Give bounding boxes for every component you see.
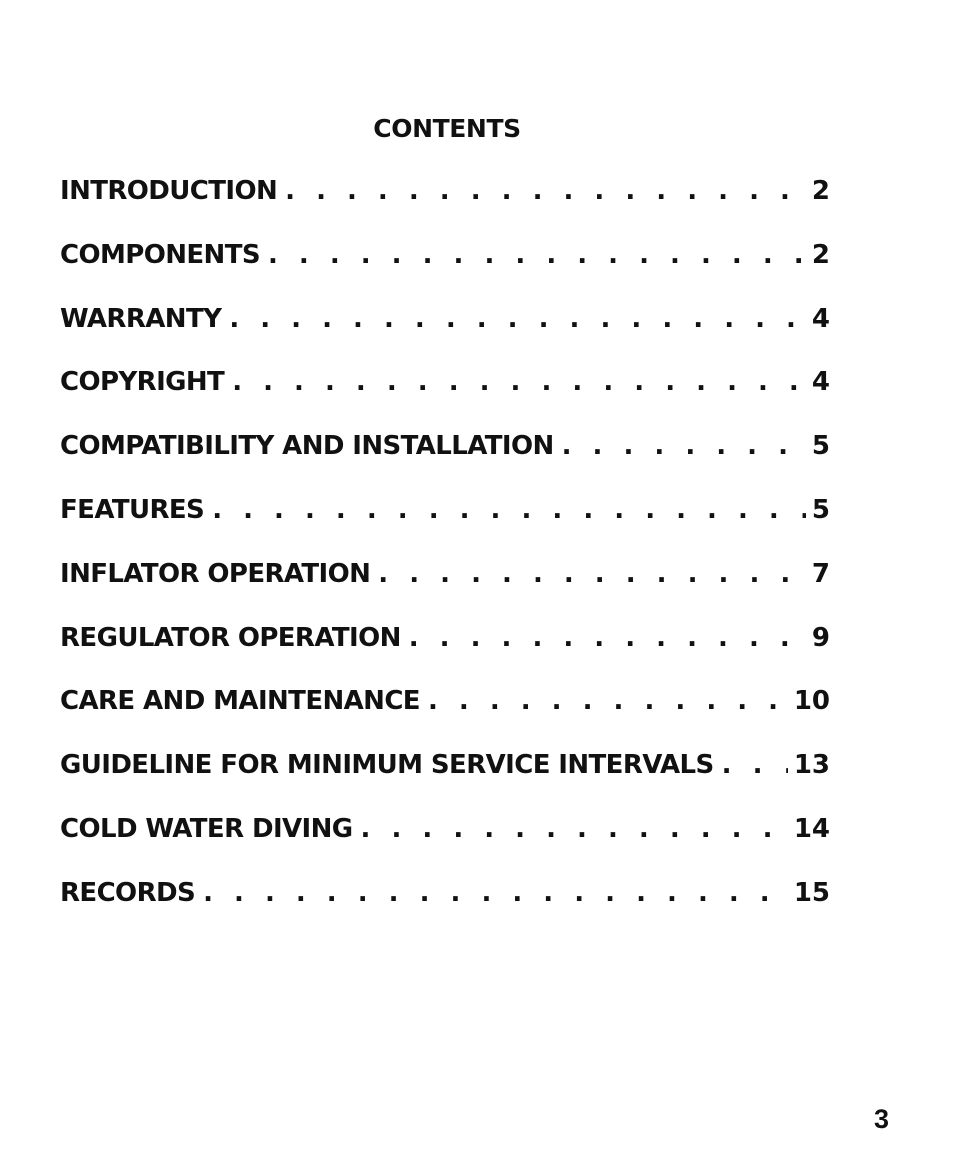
toc-entry-title: RECORDS — [60, 877, 196, 908]
toc-entry-title: COMPATIBILITY AND INSTALLATION — [60, 431, 554, 462]
dot-leader — [285, 176, 806, 206]
toc-entry-title: INFLATOR OPERATION — [60, 558, 371, 589]
toc-entry-records — [60, 878, 830, 942]
dot-leader — [212, 495, 806, 525]
toc-entry-title: FEATURES — [60, 494, 205, 525]
table-of-contents — [60, 176, 830, 942]
toc-entry-care-and-maintenance — [60, 686, 830, 750]
toc-entry-title: GUIDELINE FOR MINIMUM SERVICE INTERVALS — [60, 750, 714, 781]
toc-entry-title: COMPONENTS — [60, 239, 260, 270]
toc-entry-title: REGULATOR OPERATION — [60, 622, 401, 653]
toc-entry-page: 9 — [811, 622, 830, 653]
toc-entry-compatibility — [60, 431, 830, 495]
toc-entry-page: 2 — [811, 176, 830, 206]
dot-leader — [203, 878, 788, 908]
toc-entry-page: 15 — [793, 877, 830, 908]
page-title: CONTENTS — [373, 114, 521, 143]
toc-entry-title: COPYRIGHT — [60, 367, 225, 398]
toc-entry-title: INTRODUCTION — [60, 176, 278, 206]
dot-leader — [268, 240, 806, 270]
toc-entry-page: 5 — [811, 431, 830, 462]
dot-leader — [722, 750, 788, 780]
toc-entry-page: 4 — [811, 367, 830, 398]
toc-entry-page: 5 — [811, 494, 830, 525]
toc-entry-page: 14 — [793, 813, 830, 844]
toc-entry-page: 2 — [811, 239, 830, 270]
toc-entry-title: WARRANTY — [60, 303, 222, 334]
page-number: 3 — [874, 1104, 890, 1134]
dot-leader — [232, 367, 806, 397]
toc-entry-features — [60, 495, 830, 559]
toc-entry-page: 13 — [793, 750, 830, 781]
toc-entry-warranty — [60, 304, 830, 368]
dot-leader — [361, 814, 788, 844]
toc-entry-page: 7 — [811, 558, 830, 589]
toc-entry-copyright — [60, 367, 830, 431]
dot-leader — [562, 431, 806, 461]
dot-leader — [229, 304, 806, 334]
dot-leader — [378, 559, 806, 589]
toc-entry-regulator-operation — [60, 623, 830, 687]
toc-entry-introduction — [60, 176, 830, 240]
toc-entry-cold-water-diving — [60, 814, 830, 878]
toc-entry-title: COLD WATER DIVING — [60, 813, 353, 844]
dot-leader — [428, 686, 788, 716]
toc-entry-page: 4 — [811, 303, 830, 334]
toc-entry-components — [60, 240, 830, 304]
dot-leader — [409, 623, 806, 653]
toc-entry-title: CARE AND MAINTENANCE — [60, 686, 420, 717]
toc-entry-service-intervals — [60, 750, 830, 814]
toc-entry-page: 10 — [793, 686, 830, 717]
toc-entry-inflator-operation — [60, 559, 830, 623]
